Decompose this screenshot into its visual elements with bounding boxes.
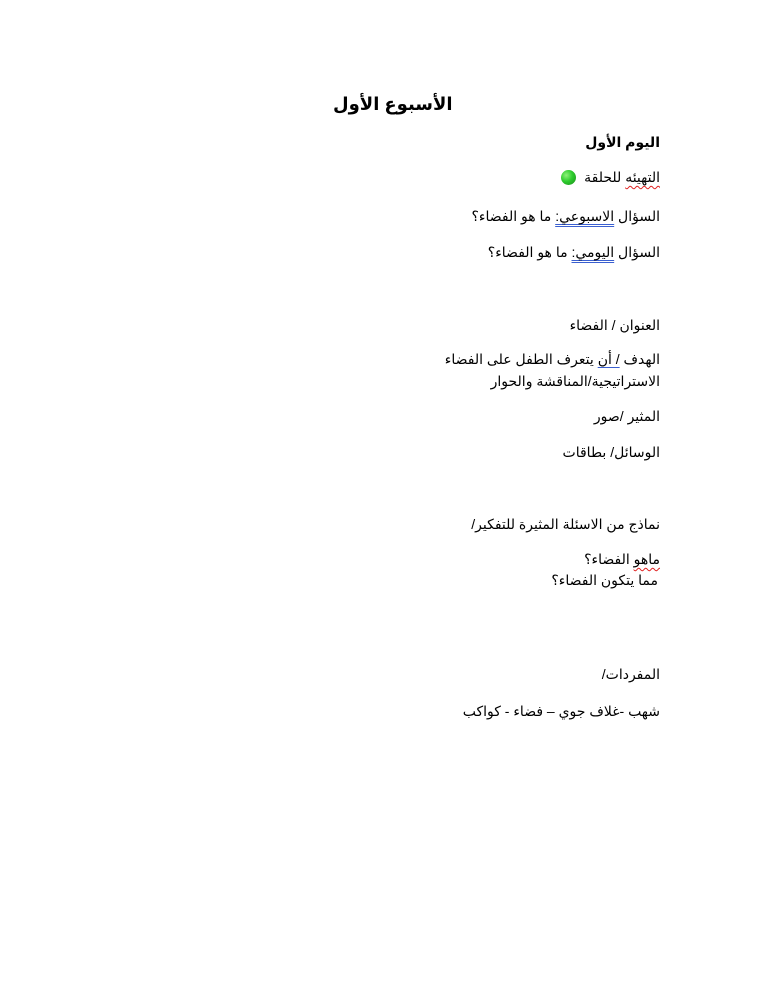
question-1-keyword: ماهو (633, 551, 660, 567)
green-circle-icon (561, 170, 576, 185)
daily-question-keyword: اليومي: (571, 244, 615, 260)
warmup-line (561, 168, 660, 186)
question-1-text: الفضاء؟ (584, 551, 634, 567)
weekly-question-keyword: الاسبوعي: (555, 208, 615, 224)
daily-question-label: السؤال (614, 244, 660, 260)
goal-text: يتعرف الطفل على الفضاء (444, 351, 598, 367)
materials-line: الوسائل/ بطاقات (562, 444, 660, 460)
daily-question (488, 243, 660, 261)
goal-keyword: / أن (597, 351, 620, 367)
goal-label: الهدف (619, 351, 660, 367)
questions-heading: نماذج من الاسئلة المثيرة للتفكير/ (471, 516, 660, 532)
daily-question-text: ما هو الفضاء؟ (487, 244, 572, 260)
weekly-question (471, 207, 660, 225)
vocab-heading: المفردات/ (601, 666, 660, 682)
goal-line (445, 350, 660, 368)
warmup-circle-word: للحلقة (584, 169, 626, 185)
strategy-line: الاستراتيجية/المناقشة والحوار (490, 373, 660, 389)
topic-line: العنوان / الفضاء (569, 317, 660, 333)
question-2: مما يتكون الفضاء؟ (551, 572, 658, 588)
page-title: الأسبوع الأول (333, 94, 453, 114)
weekly-question-text: ما هو الفضاء؟ (471, 208, 556, 224)
day-heading: اليوم الأول (585, 134, 660, 150)
question-1 (584, 550, 660, 568)
vocab-line: شهب -غلاف جوي – فضاء - كواكب (462, 703, 660, 719)
stimulus-line: المثير /صور (593, 408, 660, 424)
warmup-word: التهيئه (625, 169, 660, 185)
weekly-question-label: السؤال (614, 208, 660, 224)
